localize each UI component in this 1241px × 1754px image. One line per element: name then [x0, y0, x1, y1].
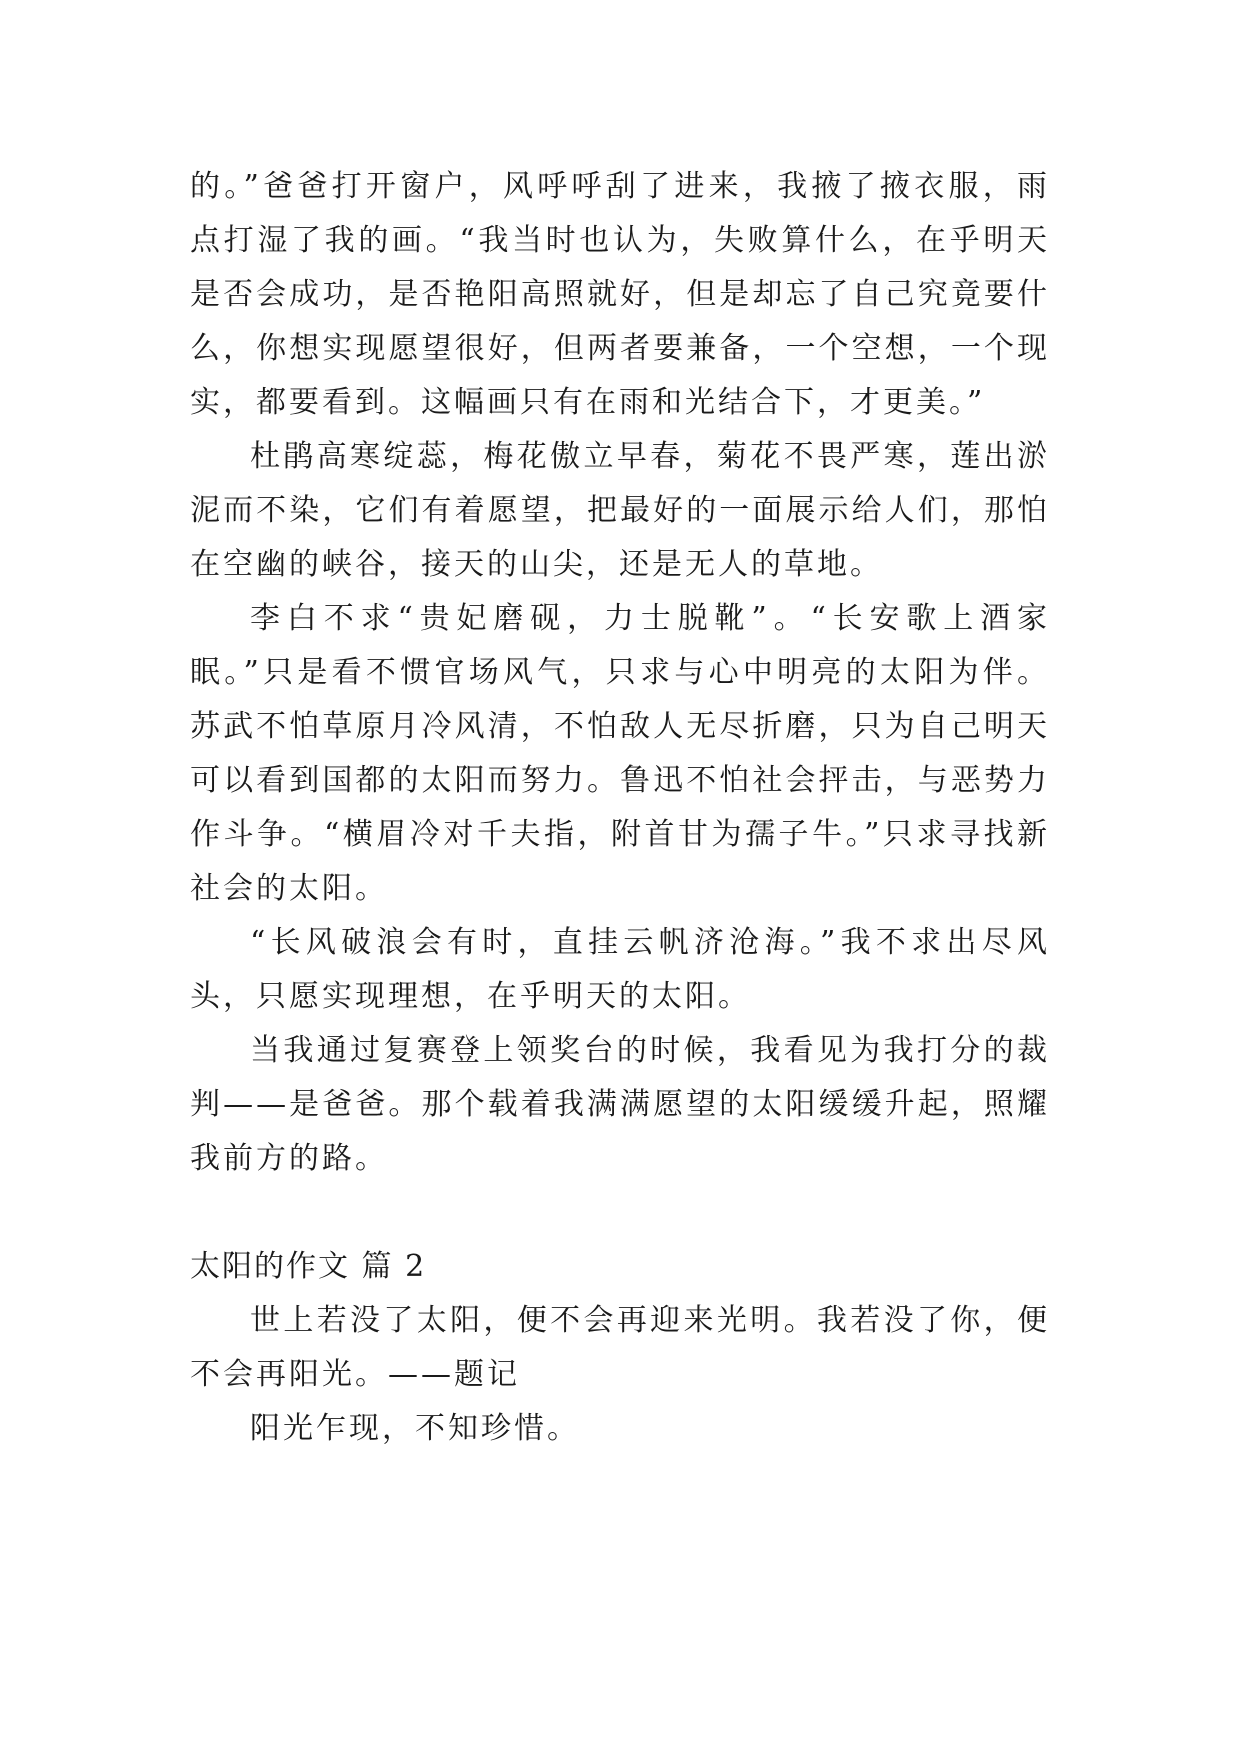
- paragraph-continued: 的。”爸爸打开窗户，风呼呼刮了进来，我掖了掖衣服，雨点打湿了我的画。“我当时也认为，失败算什么，在乎明天是否会成功，是否艳阳高照就好，但是却忘了自己究竟要什么，你想实现愿望很好，但两者要兼备，一个空想，一个现实，都要看到。这幅画只有在雨和光结合下，才更美。”: [190, 169, 1050, 420]
- paragraph-epigraph: 世上若没了太阳，便不会再迎来光明。我若没了你，便不会再阳光。——题记: [190, 1303, 1050, 1392]
- paragraph-historical-figures: 李白不求“贵妃磨砚，力士脱靴”。“长安歌上酒家眠。”只是看不惯官场风气，只求与心中明亮的太阳为伴。苏武不怕草原月冷风清，不怕敌人无尽折磨，只为自己明天可以看到国都的太阳而努力。鲁迅不怕社会抨击，与恶势力作斗争。“横眉冷对千夫指，附首甘为孺子牛。”只求寻找新社会的太阳。: [190, 601, 1050, 906]
- paragraph-quote: “长风破浪会有时，直挂云帆济沧海。”我不求出尽风头，只愿实现理想，在乎明天的太阳。: [190, 925, 1050, 1014]
- document-page: [190, 160, 1050, 1456]
- paragraph-award: 当我通过复赛登上领奖台的时候，我看见为我打分的裁判——是爸爸。那个载着我满满愿望的太阳缓缓升起，照耀我前方的路。: [190, 1033, 1050, 1176]
- paragraph-flowers: 杜鹃高寒绽蕊，梅花傲立早春，菊花不畏严寒，莲出淤泥而不染，它们有着愿望，把最好的一面展示给人们，那怕在空幽的峡谷，接天的山尖，还是无人的草地。: [190, 439, 1050, 582]
- paragraph-sunlight: 阳光乍现，不知珍惜。: [250, 1411, 580, 1446]
- section-title: 太阳的作文 篇 2: [190, 1249, 427, 1284]
